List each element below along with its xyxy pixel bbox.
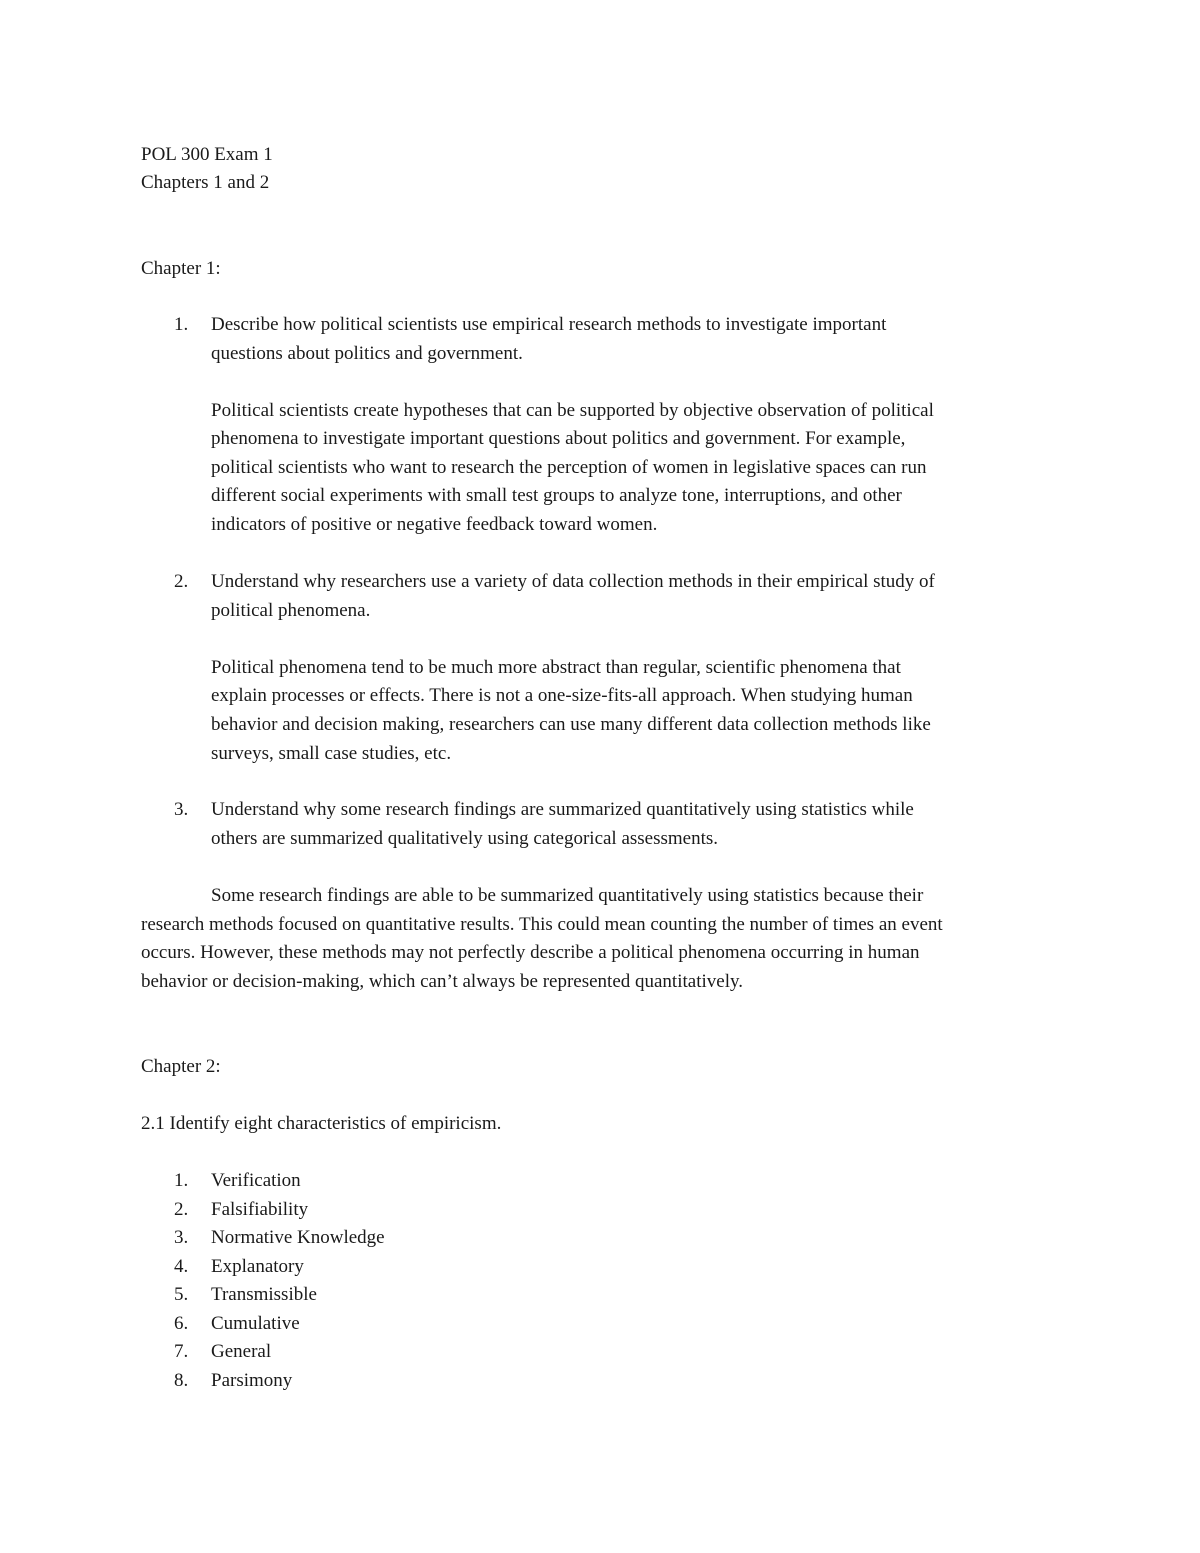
question-3-number: 3. (174, 799, 189, 820)
list-item: General (211, 1341, 272, 1362)
question-2-number: 2. (174, 571, 189, 592)
answer-2-line: surveys, small case studies, etc. (211, 743, 452, 764)
answer-2-line: explain processes or effects. There is not a one-size-fits-all approach. When studying human (211, 685, 913, 706)
list-item-number: 1. (174, 1170, 189, 1191)
question-1-number: 1. (174, 314, 189, 335)
section-2-1-heading: 2.1 Identify eight characteristics of empiricism. (141, 1113, 502, 1134)
list-item: Verification (211, 1170, 301, 1191)
document-subtitle: Chapters 1 and 2 (141, 172, 270, 193)
answer-3-line: research methods focused on quantitative results. This could mean counting the number of times an event (141, 914, 943, 935)
question-2-line: Understand why researchers use a variety of data collection methods in their empirical study of (211, 571, 935, 592)
list-item: Parsimony (211, 1370, 293, 1391)
list-item-number: 6. (174, 1313, 189, 1334)
question-3-line: Understand why some research findings are summarized quantitatively using statistics while (211, 799, 914, 820)
list-item-number: 4. (174, 1256, 189, 1277)
document-title: POL 300 Exam 1 (141, 144, 273, 165)
list-item-number: 5. (174, 1284, 189, 1305)
answer-1-line: different social experiments with small test groups to analyze tone, interruptions, and other (211, 485, 902, 506)
list-item-number: 7. (174, 1341, 189, 1362)
answer-2-line: behavior and decision making, researchers can use many different data collection methods like (211, 714, 931, 735)
list-item: Transmissible (211, 1284, 317, 1305)
answer-2-line: Political phenomena tend to be much more abstract than regular, scientific phenomena that (211, 657, 901, 678)
answer-1-line: indicators of positive or negative feedback toward women. (211, 514, 658, 535)
question-3-line: others are summarized qualitatively using categorical assessments. (211, 828, 719, 849)
answer-3-line: Some research findings are able to be summarized quantitatively using statistics because their (211, 885, 924, 906)
answer-3-line: occurs. However, these methods may not perfectly describe a political phenomena occurring in human (141, 942, 920, 963)
list-item: Explanatory (211, 1256, 304, 1277)
list-item: Normative Knowledge (211, 1227, 385, 1248)
answer-1-line: phenomena to investigate important questions about politics and government. For example, (211, 428, 906, 449)
list-item-number: 3. (174, 1227, 189, 1248)
list-item-number: 2. (174, 1199, 189, 1220)
question-1-line: Describe how political scientists use empirical research methods to investigate important (211, 314, 887, 335)
list-item-number: 8. (174, 1370, 189, 1391)
answer-1-line: Political scientists create hypotheses that can be supported by objective observation of political (211, 400, 934, 421)
list-item: Falsifiability (211, 1199, 309, 1220)
question-2-line: political phenomena. (211, 600, 371, 621)
list-item: Cumulative (211, 1313, 300, 1334)
chapter-2-heading: Chapter 2: (141, 1056, 221, 1077)
question-1-line: questions about politics and government. (211, 343, 523, 364)
answer-1-line: political scientists who want to research the perception of women in legislative spaces can run (211, 457, 927, 478)
answer-3-line: behavior or decision-making, which can’t always be represented quantitatively. (141, 971, 743, 992)
chapter-1-heading: Chapter 1: (141, 258, 221, 279)
